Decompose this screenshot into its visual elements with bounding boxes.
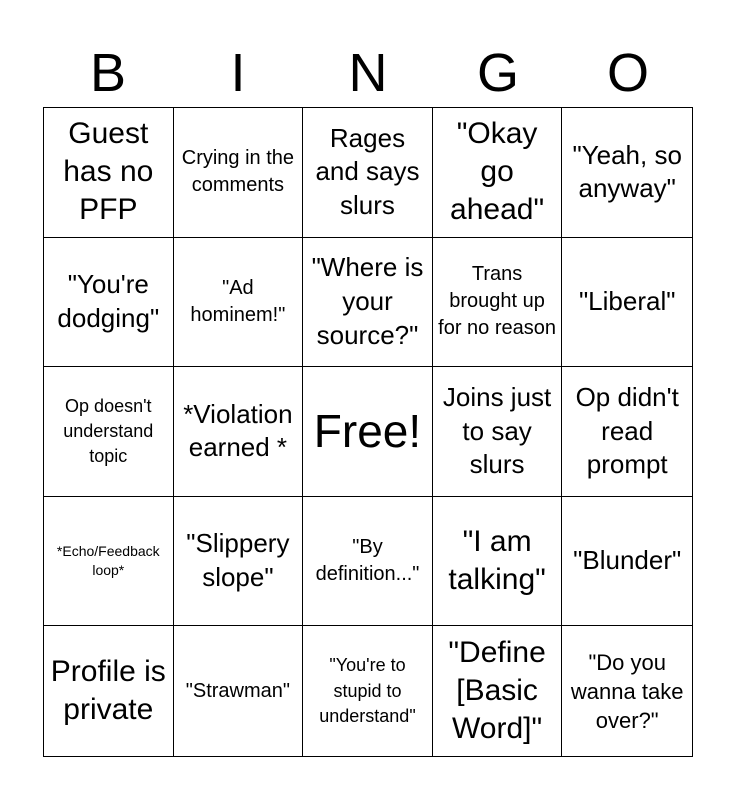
bingo-cell[interactable]: "Slippery slope" <box>174 497 304 627</box>
header-letter-n: N <box>348 43 388 103</box>
header-letter-i: I <box>230 43 246 103</box>
bingo-header <box>43 42 693 104</box>
bingo-cell[interactable]: "I am talking" <box>433 497 563 627</box>
bingo-cell[interactable]: Op didn't read prompt <box>562 367 692 497</box>
bingo-cell[interactable]: "Where is your source?" <box>303 238 433 368</box>
bingo-cell-free[interactable]: Free! <box>303 367 433 497</box>
bingo-cell[interactable]: "Blunder" <box>562 497 692 627</box>
bingo-cell[interactable]: *Violation earned * <box>174 367 304 497</box>
bingo-cell[interactable]: "Do you wanna take over?" <box>570 649 684 733</box>
bingo-cell[interactable]: "Strawman" <box>174 626 304 756</box>
bingo-cell[interactable]: Rages and says slurs <box>303 108 433 238</box>
bingo-cell[interactable]: "By definition..." <box>303 497 433 627</box>
header-letter-g: G <box>476 43 519 103</box>
bingo-cell[interactable]: Guest has no PFP <box>44 108 174 238</box>
bingo-cell[interactable]: "Okay go ahead" <box>433 108 563 238</box>
bingo-cell[interactable]: "Liberal" <box>562 238 692 368</box>
header-letter-o: O <box>606 43 649 103</box>
bingo-board <box>43 107 693 757</box>
bingo-cell[interactable]: Trans brought up for no reason <box>433 238 563 368</box>
bingo-cell[interactable]: Profile is private <box>44 626 174 756</box>
bingo-cell[interactable]: Op doesn't understand topic <box>44 367 174 497</box>
bingo-cell[interactable]: Crying in the comments <box>174 108 304 238</box>
bingo-cell[interactable]: "Yeah, so anyway" <box>562 108 692 238</box>
bingo-cell[interactable]: "Define [Basic Word]" <box>433 626 563 756</box>
bingo-cell[interactable]: Joins just to say slurs <box>433 367 563 497</box>
bingo-cell[interactable]: *Echo/Feedback loop* <box>44 497 174 627</box>
bingo-cell[interactable]: "You're to stupid to understand" <box>303 626 433 756</box>
header-letter-b: B <box>89 43 127 103</box>
bingo-cell[interactable]: "You're dodging" <box>44 238 174 368</box>
bingo-cell[interactable]: "Ad hominem!" <box>174 238 304 368</box>
